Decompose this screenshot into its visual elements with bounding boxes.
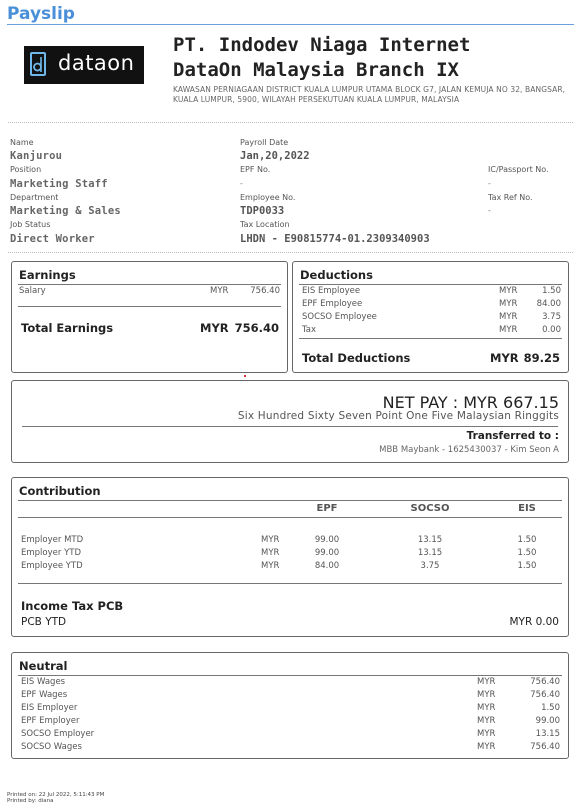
title-divider (7, 24, 574, 25)
earning-item-currency: MYR (210, 286, 229, 296)
pcb-rule (18, 583, 562, 584)
employee-job-status: Direct Worker (10, 233, 95, 245)
deductions-heading: Deductions (300, 268, 373, 282)
neutral-item-label: EPF Wages (21, 690, 68, 700)
contribution-col-eis: EIS (518, 503, 536, 514)
contribution-row-currency: MYR (261, 535, 280, 545)
contribution-panel (11, 477, 569, 637)
red-dot-mark (244, 375, 246, 377)
neutral-item-currency: MYR (477, 742, 496, 752)
neutral-item-label: SOCSO Employer (21, 729, 95, 739)
contribution-row-label: Employee YTD (21, 561, 83, 571)
neutral-heading-rule (18, 675, 562, 676)
pcb-ytd-label: PCB YTD (21, 616, 67, 628)
contribution-eis-value: 1.50 (517, 561, 537, 571)
company-name: PT. Indodev Niaga Internet (173, 34, 471, 56)
contribution-row-currency: MYR (261, 561, 280, 571)
tax-location-label: Tax Location (240, 220, 290, 229)
neutral-item-currency: MYR (477, 690, 496, 700)
logo-d-icon (30, 52, 46, 76)
department-label: Department (10, 193, 59, 202)
deduction-item-currency: MYR (499, 325, 518, 335)
contribution-epf-value: 84.00 (314, 561, 340, 571)
neutral-item-label: EPF Employer (21, 716, 80, 726)
neutral-item-amount: 756.40 (530, 742, 560, 752)
contribution-col-rule (18, 517, 562, 518)
contribution-col-epf: EPF (316, 503, 338, 514)
neutral-item-label: EIS Employer (21, 703, 78, 713)
logo-text: dataon (58, 51, 135, 75)
neutral-heading: Neutral (19, 659, 68, 673)
netpay-rule (22, 426, 558, 427)
neutral-panel (11, 652, 569, 759)
earnings-heading: Earnings (19, 268, 76, 282)
earning-item-label: Salary (19, 286, 46, 296)
pcb-ytd-value: MYR 0.00 (509, 616, 559, 628)
page-title: Payslip (7, 4, 75, 24)
neutral-item-amount: 13.15 (535, 729, 560, 739)
employee-no-label: Employee No. (240, 193, 296, 202)
netpay-words: Six Hundred Sixty Seven Point One Five Malaysian Ringgits (237, 410, 559, 422)
earnings-total-rule (18, 306, 281, 307)
neutral-item-amount: 756.40 (530, 677, 560, 687)
deductions-panel (292, 261, 569, 373)
ic-value: - (488, 179, 491, 188)
contribution-socso-value: 3.75 (420, 561, 440, 571)
company-branch: DataOn Malaysia Branch IX (173, 59, 459, 81)
deduction-item-currency: MYR (499, 286, 518, 296)
payroll-date: Jan,20,2022 (240, 150, 310, 162)
deduction-item-amount: 84.00 (536, 299, 561, 309)
netpay-panel (11, 380, 569, 463)
neutral-item-currency: MYR (477, 703, 496, 713)
tax-ref-label: Tax Ref No. (488, 193, 533, 202)
bank-account: MBB Maybank - 1625430037 - Kim Seon A (379, 445, 559, 455)
contribution-heading: Contribution (19, 484, 101, 498)
neutral-item-currency: MYR (477, 716, 496, 726)
contribution-eis-value: 1.50 (517, 535, 537, 545)
neutral-item-amount: 1.50 (541, 703, 560, 713)
contribution-eis-value: 1.50 (517, 548, 537, 558)
total-deductions-currency: MYR (490, 351, 519, 365)
contribution-row-currency: MYR (261, 548, 280, 558)
deduction-item-amount: 1.50 (542, 286, 561, 296)
deduction-item-label: SOCSO Employee (302, 312, 377, 322)
contribution-row-label: Employer YTD (21, 548, 81, 558)
deduction-item-amount: 0.00 (542, 325, 561, 335)
employee-name: Kanjurou (10, 150, 63, 162)
company-address: KAWASAN PERNIAGAAN DISTRICT KUALA LUMPUR UTAMA BLOCK G7, JALAN KEMUJA NO 32, BANGSAR, KUALA LUMPUR, 5900, WILAYAH PERSEKUTUAN KUALA LUMPUR, MALAYSIA (173, 85, 566, 104)
employee-no: TDP0033 (240, 205, 285, 217)
contribution-socso-value: 13.15 (417, 548, 443, 558)
pcb-heading: Income Tax PCB (21, 599, 124, 613)
tax-ref-value: - (488, 206, 491, 215)
tax-location: LHDN - E90815774-01.2309340903 (240, 233, 430, 245)
contribution-col-socso: SOCSO (410, 503, 450, 514)
contribution-row-label: Employer MTD (21, 535, 84, 545)
total-earnings-currency: MYR (200, 321, 229, 335)
earnings-panel (11, 261, 288, 373)
total-earnings-label: Total Earnings (21, 321, 114, 335)
employee-position: Marketing Staff (10, 178, 108, 190)
earnings-heading-rule (18, 284, 281, 285)
earning-item-amount: 756.40 (250, 286, 280, 296)
deduction-item-label: EPF Employee (302, 299, 363, 309)
deduction-item-currency: MYR (499, 312, 518, 322)
neutral-item-currency: MYR (477, 729, 496, 739)
neutral-item-amount: 99.00 (535, 716, 560, 726)
total-earnings-value: 756.40 (234, 321, 279, 335)
neutral-item-label: SOCSO Wages (21, 742, 82, 752)
deduction-item-amount: 3.75 (542, 312, 561, 322)
total-deductions-value: 89.25 (523, 351, 560, 365)
job-status-label: Job Status (10, 220, 51, 229)
employee-department: Marketing & Sales (10, 205, 121, 217)
header-divider (8, 122, 573, 123)
company-logo (24, 46, 144, 84)
deduction-item-label: Tax (302, 325, 317, 335)
epf-value: - (240, 179, 243, 188)
netpay-amount: NET PAY : MYR 667.15 (382, 393, 559, 412)
total-deductions-label: Total Deductions (302, 351, 411, 365)
deduction-item-label: EIS Employee (302, 286, 361, 296)
printed-by: Printed by: diana (7, 798, 54, 804)
printed-on: Printed on: 22 Jul 2022, 5:11:43 PM (7, 792, 105, 798)
neutral-item-currency: MYR (477, 677, 496, 687)
transferred-label: Transferred to : (466, 430, 559, 442)
contribution-socso-value: 13.15 (417, 535, 443, 545)
neutral-item-label: EIS Wages (21, 677, 66, 687)
contribution-heading-rule (18, 500, 562, 501)
name-label: Name (10, 138, 34, 147)
contribution-epf-value: 99.00 (314, 535, 340, 545)
neutral-item-amount: 756.40 (530, 690, 560, 700)
contribution-epf-value: 99.00 (314, 548, 340, 558)
info-divider (8, 252, 573, 253)
deductions-total-rule (299, 338, 562, 339)
position-label: Position (10, 165, 42, 174)
payroll-date-label: Payroll Date (240, 138, 289, 147)
ic-label: IC/Passport No. (488, 165, 549, 174)
deduction-item-currency: MYR (499, 299, 518, 309)
epf-label: EPF No. (240, 165, 271, 174)
deductions-heading-rule (299, 284, 562, 285)
